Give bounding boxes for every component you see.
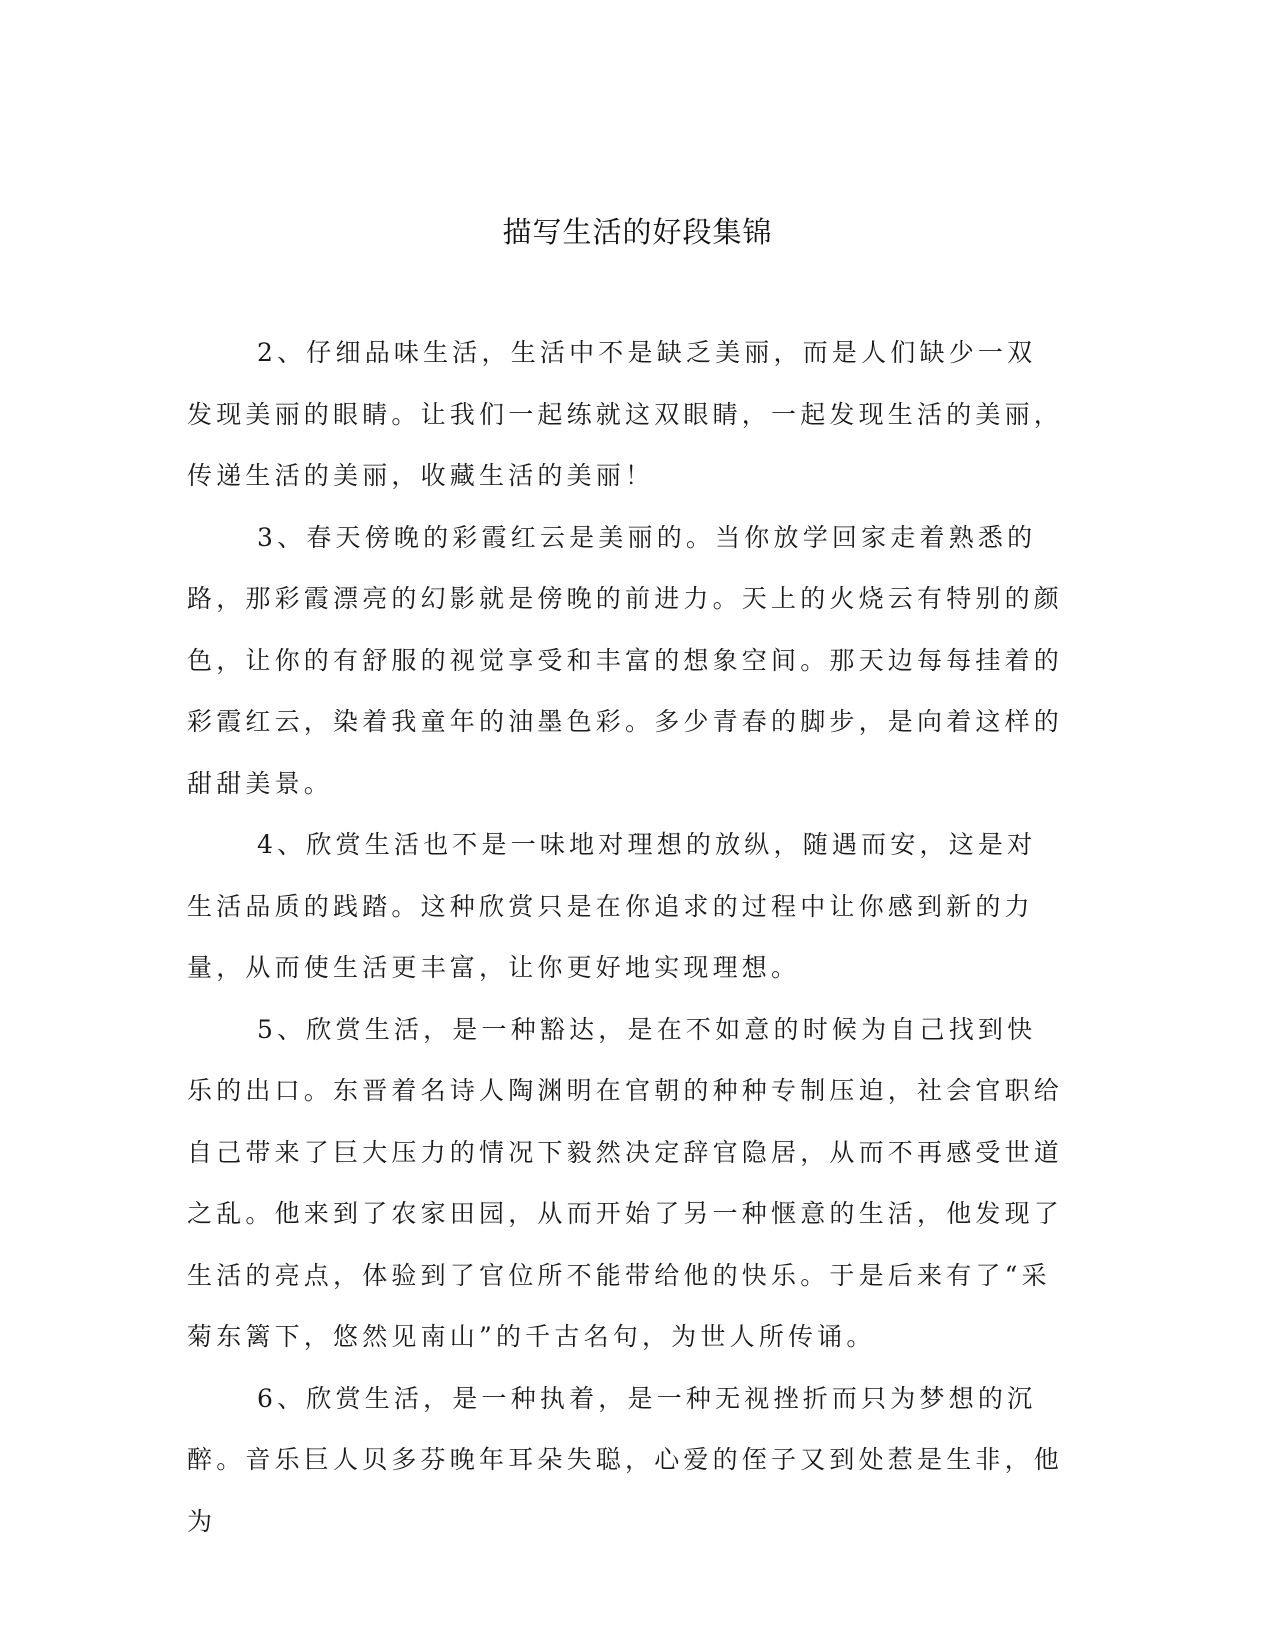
paragraph-3: 3、春天傍晚的彩霞红云是美丽的。当你放学回家走着熟悉的路，那彩霞漂亮的幻影就是傍晚的前进力。天上的火烧云有特别的颜色，让你的有舒服的视觉享受和丰富的想象空间。那天边每每挂着的彩霞红云，染着我童年的油墨色彩。多少青春的脚步，是向着这样的甜甜美景。	[187, 522, 1064, 798]
document-body	[187, 322, 1064, 1552]
paragraph-6: 6、欣赏生活，是一种执着，是一种无视挫折而只为梦想的沉醉。音乐巨人贝多芬晚年耳朵失聪，心爱的侄子又到处惹是生非，他为	[187, 1383, 1064, 1536]
paragraph-5: 5、欣赏生活，是一种豁达，是在不如意的时候为自己找到快乐的出口。东晋着名诗人陶渊明在官朝的种种专制压迫，社会官职给自己带来了巨大压力的情况下毅然决定辞官隐居，从而不再感受世道之乱。他来到了农家田园，从而开始了另一种惬意的生活，他发现了生活的亮点，体验到了官位所不能带给他的快乐。于是后来有了“采菊东篱下，悠然见南山”的千古名句，为世人所传诵。	[187, 1014, 1064, 1351]
document-title: 描写生活的好段集锦	[502, 215, 773, 249]
paragraph-4: 4、欣赏生活也不是一味地对理想的放纵，随遇而安，这是对生活品质的践踏。这种欣赏只是在你追求的过程中让你感到新的力量，从而使生活更丰富，让你更好地实现理想。	[187, 830, 1037, 982]
paragraph-2: 2、仔细品味生活，生活中不是缺乏美丽，而是人们缺少一双发现美丽的眼睛。让我们一起练就这双眼睛，一起发现生活的美丽，传递生活的美丽，收藏生活的美丽！	[187, 338, 1064, 490]
